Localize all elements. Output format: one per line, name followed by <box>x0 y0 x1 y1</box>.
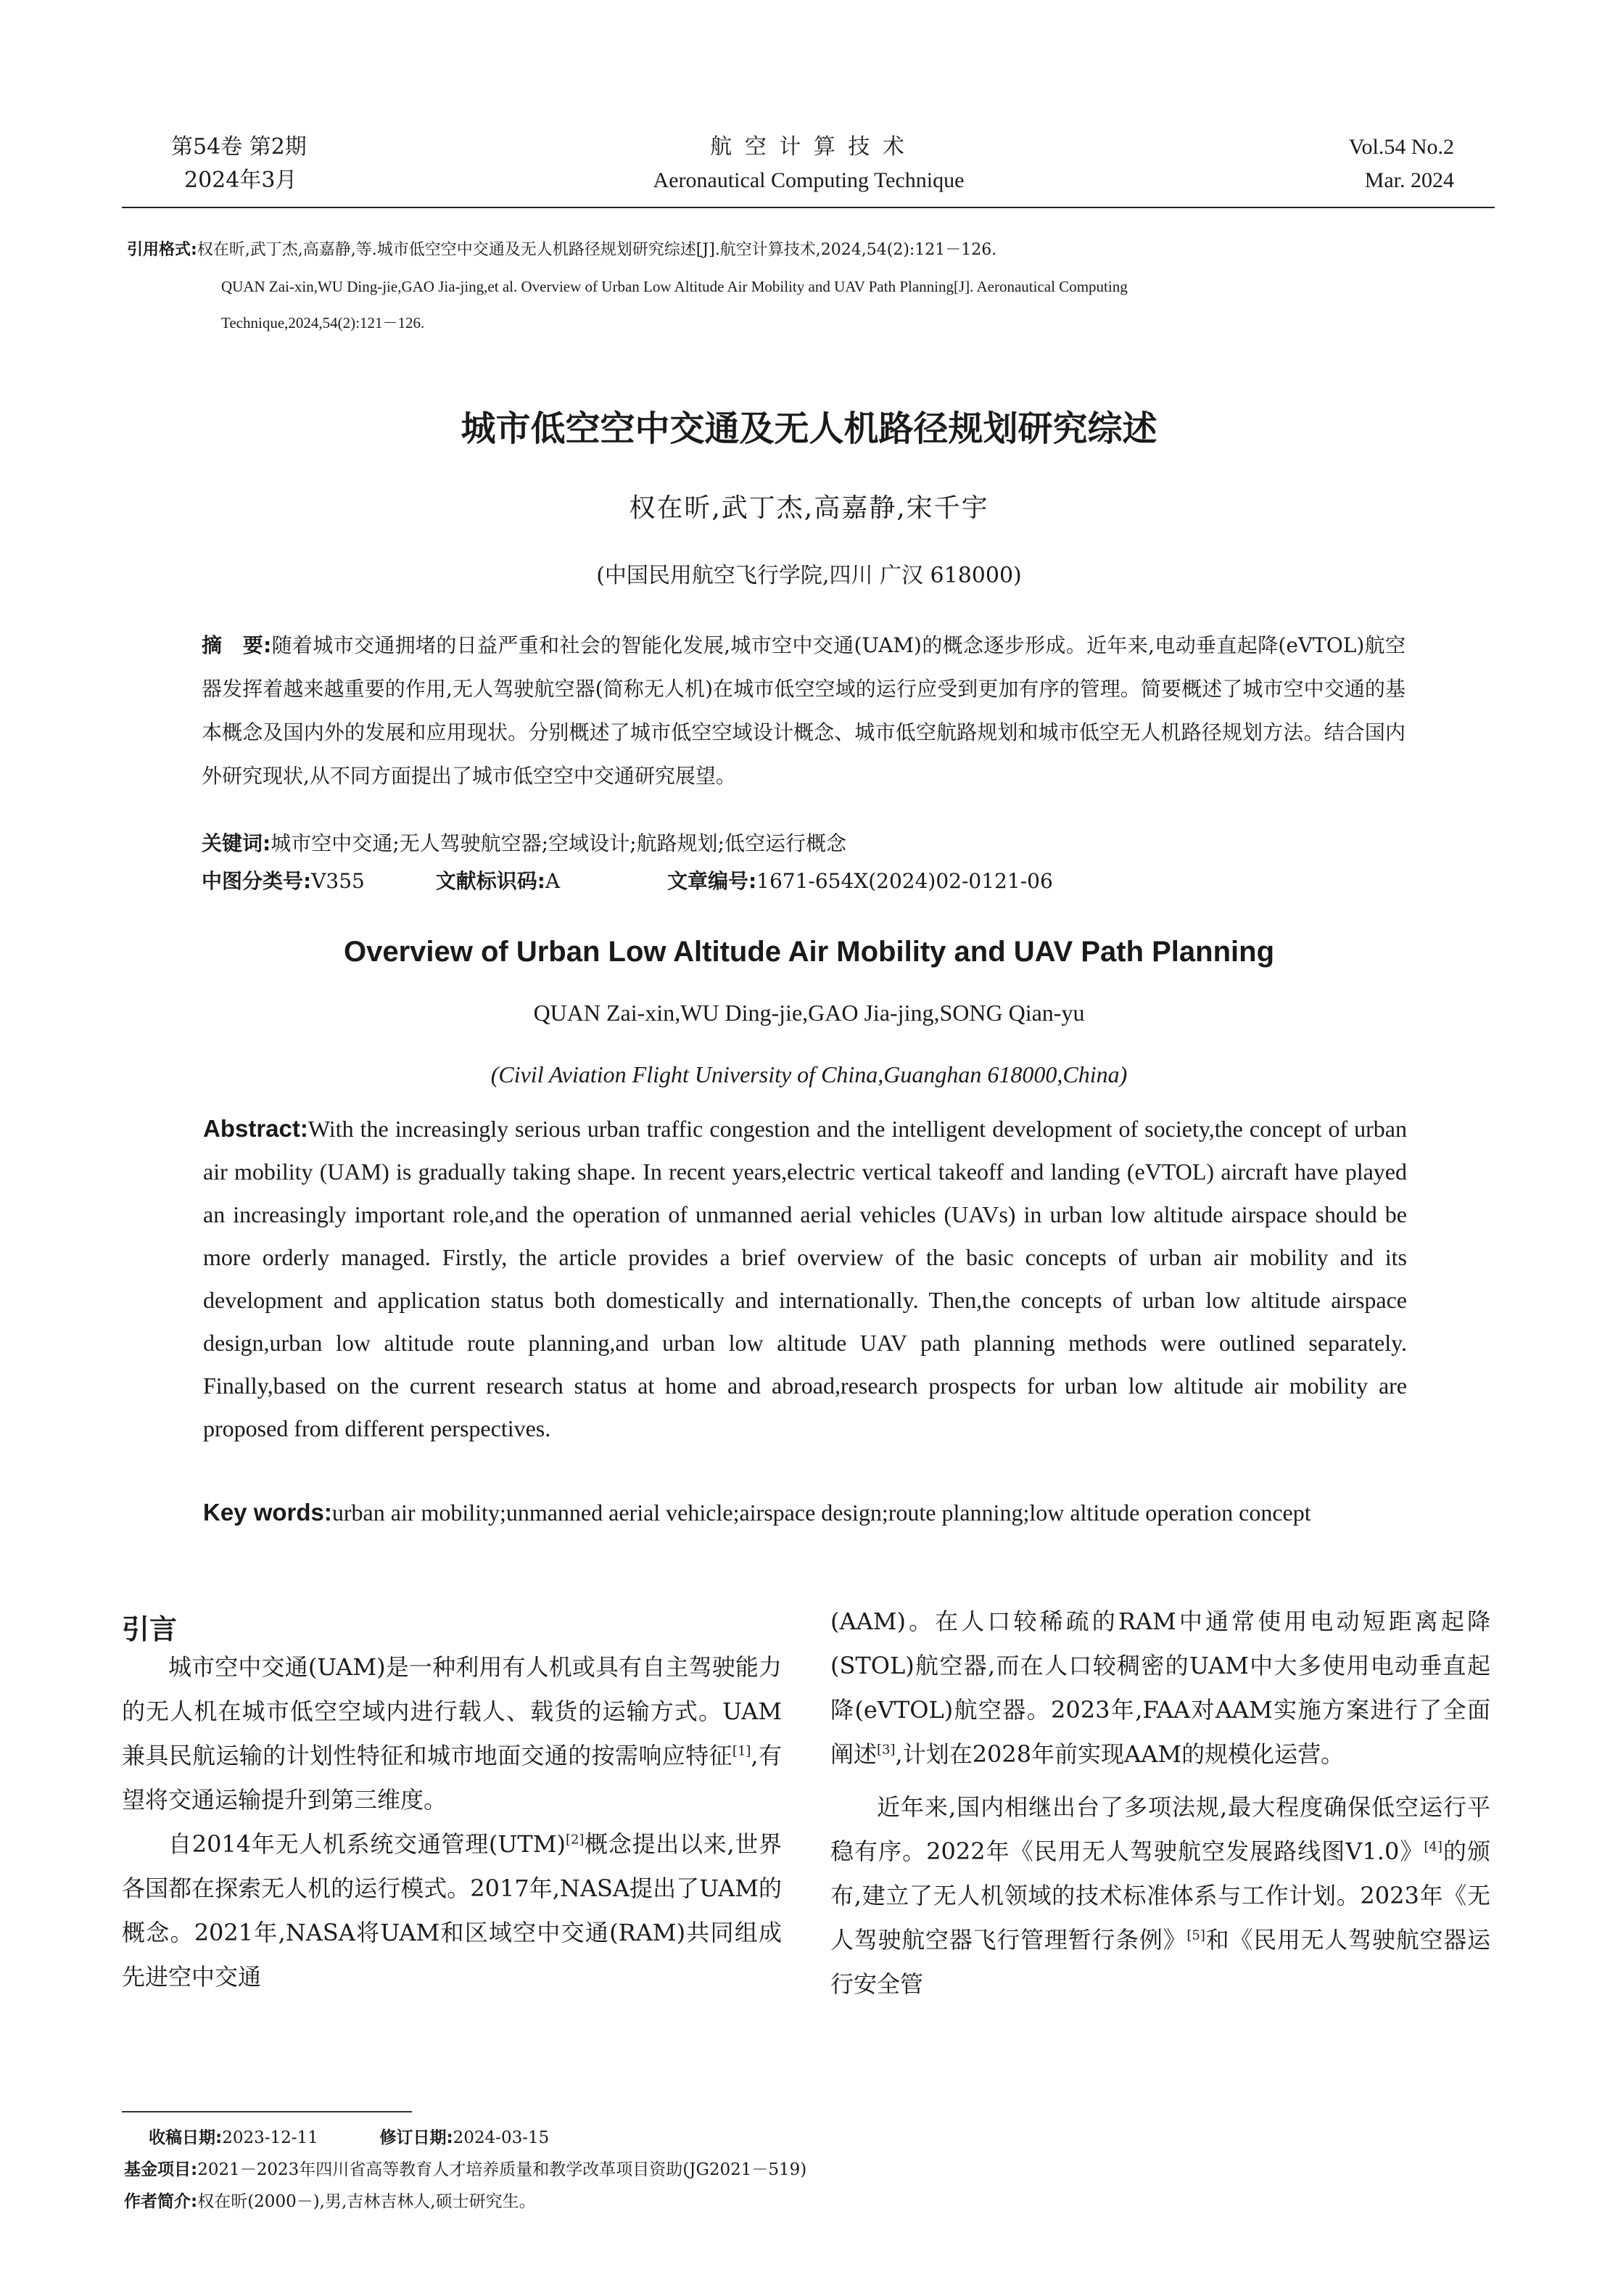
received-date: 2023-12-11 <box>222 2128 318 2147</box>
footnote-rule <box>122 2111 412 2112</box>
abstract-en <box>203 1107 1407 1450</box>
ref-1: [1] <box>732 1743 751 1759</box>
keywords-cn-label: 关键词: <box>202 831 271 855</box>
issue-date-en: Mar. 2024 <box>1364 168 1454 192</box>
abstract-cn-text: 随着城市交通拥堵的日益严重和社会的智能化发展,城市空中交通(UAM)的概念逐步形成。近年来,电动垂直起降(eVTOL)航空器发挥着越来越重要的作用,无人驾驶航空器(简称无人机)在城市低空空域的运行应受到更加有序的管理。简要概述了城市空中交通的基本概念及国内外的发展和应用现状。分别概述了城市低空空域设计概念、城市低空航路规划和城市低空无人机路径规划方法。结合国内外研究现状,从不同方面提出了城市低空空中交通研究展望。 <box>202 633 1406 788</box>
author-bio-label: 作者简介: <box>124 2192 198 2211</box>
citation-en-line1: QUAN Zai-xin,WU Ding-jie,GAO Jia-jing,et al. Overview of Urban Low Altitude Air Mobility and UAV Path Planning[J]. Aeronautical Computing <box>221 278 1128 295</box>
header-center <box>591 131 1026 197</box>
intro-right-column <box>830 1600 1490 2007</box>
citation-text-cn: 权在昕,武丁杰,高嘉静,等.城市低空空中交通及无人机路径规划研究综述[J].航空计算技术,2024,54(2):121－126. <box>197 241 997 259</box>
intro-paragraph-1: 城市空中交通(UAM)是一种利用有人机或具有自主驾驶能力的无人机在城市低空空域内进行载人、载货的运输方式。UAM兼具民航运输的计划性特征和城市地面交通的按需响应特征[1],有望将交通运输提升到第三维度。 <box>122 1653 782 1814</box>
ref-2: [2] <box>565 1832 585 1848</box>
volume-issue: 第54卷 第2期 <box>171 134 307 160</box>
citation-cn <box>127 232 1498 268</box>
page-title-cn: 城市低空空中交通及无人机路径规划研究综述 <box>461 408 1157 449</box>
doc-code-value: A <box>545 869 561 893</box>
affiliation-en: (Civil Aviation Flight University of China,Guanghan 618000,China) <box>490 1061 1128 1087</box>
abstract-en-label: Abstract: <box>203 1115 308 1142</box>
footnotes <box>124 2122 1454 2218</box>
fund-label: 基金项目: <box>124 2160 198 2179</box>
abstract-en-text: With the increasingly serious urban traffic congestion and the intelligent development of society,the concept of urban air mobility (UAM) is gradually taking shape. In recent years,electric vertical takeoff and landing (eVTOL) aircraft have played an increasingly important role,and the operation of unmanned aerial vehicles (UAVs) in urban low altitude airspace should be more orderly managed. Firstly, the article provides a brief overview of the basic concepts of urban air mobility and its development and application status both domestically and internationally. Then,the concepts of urban low altitude airspace design,urban low altitude route planning,and urban low altitude UAV path planning methods were outlined separately. Finally,based on the current research status at home and abroad,research prospects for urban low altitude air mobility are proposed from different perspectives. <box>203 1116 1407 1441</box>
classification-line <box>202 860 1435 903</box>
authors-en: QUAN Zai-xin,WU Ding-jie,GAO Jia-jing,SONG Qian-yu <box>533 1000 1085 1026</box>
article-no-value: 1671-654X(2024)02-0121-06 <box>756 869 1053 893</box>
fund-line <box>124 2154 1454 2186</box>
author-bio-line <box>124 2186 1454 2218</box>
page-title-en: Overview of Urban Low Altitude Air Mobility and UAV Path Planning <box>343 936 1275 968</box>
author-bio-text: 权在昕(2000－),男,吉林吉林人,硕士研究生。 <box>197 2192 536 2211</box>
journal-name-cn: 航 空 计 算 技 术 <box>710 134 907 160</box>
authors-cn: 权在昕,武丁杰,高嘉静,宋千宇 <box>629 493 989 523</box>
revised-date: 2024-03-15 <box>453 2128 550 2147</box>
doc-code-label: 文献标识码: <box>435 869 545 893</box>
section-heading-intro: 引言 <box>122 1613 178 1645</box>
keywords-cn <box>202 822 1406 865</box>
received-label: 收稿日期: <box>149 2128 223 2147</box>
fund-text: 2021－2023年四川省高等教育人才培养质量和教学改革项目资助(JG2021－519) <box>197 2160 807 2179</box>
volume-issue-en: Vol.54 No.2 <box>1348 135 1454 159</box>
citation-label: 引用格式: <box>127 241 197 259</box>
article-no-label: 文章编号: <box>666 869 757 893</box>
intro-paragraph-2: 自2014年无人机系统交通管理(UTM)[2]概念提出以来,世界各国都在探索无人机的运行模式。2017年,NASA提出了UAM的概念。2021年,NASA将UAM和区域空中交通(RAM)共同组成先进空中交通 <box>122 1830 782 1991</box>
abstract-cn <box>202 624 1406 798</box>
dates-line <box>149 2122 1454 2154</box>
affiliation-cn: (中国民用航空飞行学院,四川 广汉 618000) <box>596 563 1022 588</box>
intro-paragraph-3: (AAM)。在人口较稀疏的RAM中通常使用电动短距离起降(STOL)航空器,而在人口较稠密的UAM中大多使用电动垂直起降(eVTOL)航空器。2023年,FAA对AAM实施方案进行了全面阐述[3],计划在2028年前实现AAM的规模化运营。 <box>830 1608 1490 1768</box>
keywords-en-label: Key words: <box>203 1499 332 1526</box>
intro-left-column <box>122 1645 782 1999</box>
clc-value: V355 <box>311 869 365 893</box>
abstract-cn-label: 摘 要: <box>202 633 272 657</box>
header-left <box>171 131 307 197</box>
clc-label: 中图分类号: <box>202 869 312 893</box>
ref-3: [3] <box>877 1742 896 1758</box>
ref-5: [5] <box>1186 1927 1205 1943</box>
intro-paragraph-4: 近年来,国内相继出台了多项法规,最大程度确保低空运行平稳有序。2022年《民用无人驾驶航空发展路线图V1.0》[4]的颁布,建立了无人机领域的技术标准体系与工作计划。2023年《无人驾驶航空器飞行管理暂行条例》[5]和《民用无人驾驶航空器运行安全管 <box>830 1793 1490 1998</box>
keywords-cn-text: 城市空中交通;无人驾驶航空器;空域设计;航路规划;低空运行概念 <box>271 831 846 855</box>
citation-en-line2: Technique,2024,54(2):121－126. <box>221 314 425 332</box>
citation-block <box>127 232 1498 341</box>
keywords-en-text: urban air mobility;unmanned aerial vehicle;airspace design;route planning;low altitude operation concept <box>331 1499 1311 1526</box>
header-right <box>1298 131 1454 197</box>
header-rule <box>122 207 1495 208</box>
ref-4: [4] <box>1424 1839 1442 1855</box>
revised-label: 修订日期: <box>379 2128 453 2147</box>
journal-name-en: Aeronautical Computing Technique <box>653 168 965 192</box>
keywords-en <box>203 1491 1407 1534</box>
issue-date: 2024年3月 <box>184 168 297 193</box>
